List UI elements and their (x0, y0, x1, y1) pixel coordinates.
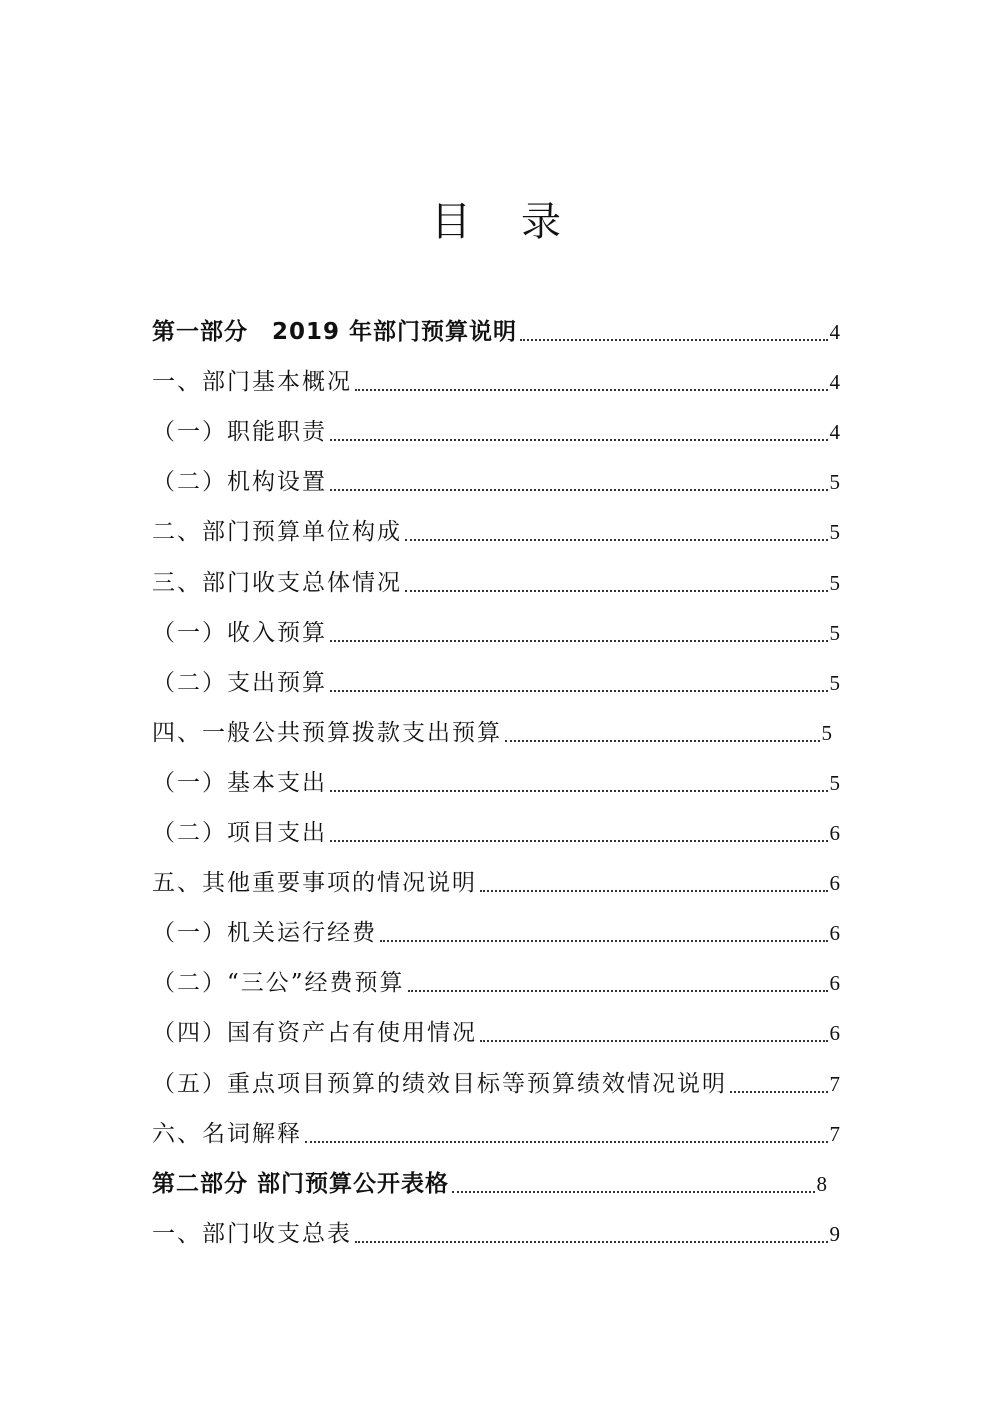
toc-entry[interactable] (152, 464, 840, 500)
toc-entry-page-number: 9 (829, 1221, 840, 1246)
toc-entry[interactable] (152, 765, 840, 801)
dot-leader (330, 489, 828, 491)
dot-leader (480, 1040, 828, 1042)
toc-entry-page-number: 5 (829, 620, 840, 645)
dot-leader (505, 740, 820, 742)
toc-entry-page-number: 6 (829, 821, 840, 845)
toc-entry-page-number: 4 (829, 420, 840, 445)
toc-entry[interactable] (152, 915, 840, 951)
toc-entry[interactable] (152, 965, 840, 1001)
dot-leader (330, 790, 828, 792)
dot-leader (305, 1141, 828, 1143)
toc-entry-label: 六、名词解释 (152, 1120, 302, 1147)
dot-leader (730, 1091, 828, 1093)
toc-entry-page-number: 4 (829, 370, 840, 395)
toc-entry-page-number: 5 (829, 470, 840, 495)
toc-entry-page-number: 6 (829, 1021, 840, 1046)
toc-entry-label: 一、部门收支总表 (152, 1220, 352, 1247)
dot-leader (355, 389, 828, 391)
toc-entry-label: （一）基本支出 (152, 769, 327, 796)
toc-entry[interactable] (152, 364, 840, 400)
toc-entry[interactable] (152, 314, 840, 350)
toc-entry-label: 二、部门预算单位构成 (152, 519, 402, 546)
toc-entry-page-number: 7 (829, 1071, 840, 1096)
dot-leader (452, 1191, 814, 1193)
toc-entry-label: （二）项目支出 (152, 820, 327, 846)
toc-entry[interactable] (152, 615, 840, 651)
toc-entry[interactable] (152, 565, 840, 601)
toc-entry-label: 三、部门收支总体情况 (152, 569, 402, 596)
toc-entry[interactable] (152, 1216, 840, 1252)
toc-entry-label: （五）重点项目预算的绩效目标等预算绩效情况说明 (152, 1070, 727, 1097)
toc-entry-page-number: 5 (821, 720, 832, 745)
toc-entry-page-number: 6 (829, 921, 840, 946)
toc-entry-label: （四）国有资产占有使用情况 (152, 1020, 477, 1047)
toc-entry-label: 五、其他重要事项的情况说明 (152, 870, 477, 897)
dot-leader (405, 590, 828, 592)
toc-entry[interactable] (152, 414, 840, 450)
toc-entry-page-number: 4 (829, 320, 840, 344)
toc-entry-label: （一）收入预算 (152, 619, 327, 646)
toc-entry-label: 四、一般公共预算拨款支出预算 (152, 719, 502, 746)
dot-leader (520, 339, 827, 341)
toc-entry-page-number: 5 (829, 770, 840, 795)
dot-leader (330, 640, 828, 642)
toc-entry-label: （二）支出预算 (152, 669, 327, 696)
page-title: 目录 (431, 199, 611, 245)
toc-entry-page-number: 5 (829, 520, 840, 545)
toc-entry[interactable] (152, 665, 840, 701)
toc-entry-label: 第二部分 部门预算公开表格 (152, 1170, 450, 1197)
dot-leader (408, 990, 828, 992)
toc-entry-label: （二）机构设置 (152, 469, 327, 496)
toc-entry-label: 一、部门基本概况 (152, 369, 352, 396)
toc-entry[interactable] (152, 865, 840, 901)
toc-entry-page-number: 6 (829, 871, 840, 896)
dot-leader (330, 840, 828, 842)
toc-entry[interactable] (152, 815, 840, 851)
dot-leader (355, 1241, 828, 1243)
toc-entry[interactable] (152, 1015, 840, 1051)
toc-entry-label: （一）机关运行经费 (152, 920, 377, 947)
dot-leader (380, 940, 828, 942)
toc-entry[interactable] (152, 715, 832, 751)
dot-leader (480, 890, 828, 892)
toc-entry[interactable] (152, 1166, 827, 1202)
toc-entry[interactable] (152, 514, 840, 550)
dot-leader (330, 690, 828, 692)
toc-entry[interactable] (152, 1116, 840, 1152)
toc-entry-label: 第一部分 2019 年部门预算说明 (152, 319, 518, 345)
dot-leader (405, 539, 828, 541)
toc-entry-page-number: 6 (829, 971, 840, 996)
toc-entry-label: （一）职能职责 (152, 419, 327, 446)
toc-entry[interactable] (152, 1066, 840, 1102)
toc-entry-label: （二）“三公”经费预算 (152, 970, 405, 997)
toc-entry-page-number: 8 (816, 1171, 827, 1196)
dot-leader (330, 439, 828, 441)
toc-entry-page-number: 7 (829, 1121, 840, 1146)
toc-entry-page-number: 5 (829, 670, 840, 695)
toc-entry-page-number: 5 (829, 570, 840, 595)
